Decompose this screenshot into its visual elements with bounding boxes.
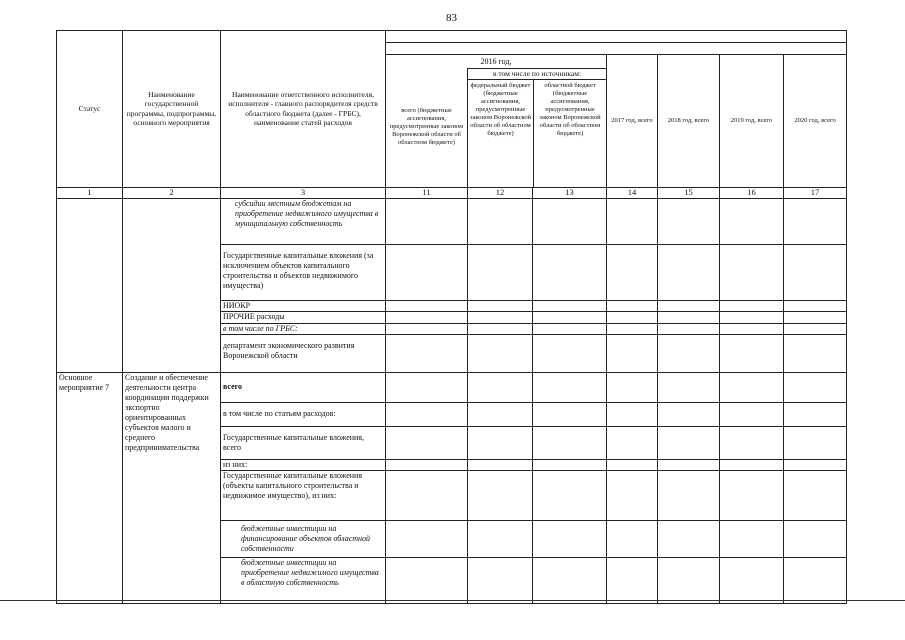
colnum-12: 12 [468,187,533,198]
colnum-15: 15 [658,187,720,198]
cell-status-activity-7: Основное мероприятие 7 [57,372,123,603]
header-empty-second [386,43,847,55]
row-invest-regional-objects: бюджетные инвестиции на финансирование объектов областной собственности [221,520,386,557]
header-total-2016: всего (бюджетные ассигнования, предусмотренные законом Воронежской области об областном бюджете) [386,68,468,188]
header-2019: 2019 год, всего [720,55,784,188]
cell-program-empty [123,198,221,372]
header-status: Статус [57,31,123,188]
budget-table [56,30,847,604]
cell-status-empty [57,198,123,372]
row-capital-investments-excl: Государственные капитальные вложения (за исключением объектов капитального строительства и объектов недвижимого имущества) [221,244,386,300]
header-2017: 2017 год, всего [607,55,658,188]
header-incl-sources: в том числе по источникам: [468,68,606,80]
colnum-13: 13 [533,187,607,198]
bottom-rule [0,600,905,601]
colnum-17: 17 [784,187,847,198]
header-federal: федеральный бюджет (бюджетные ассигнования, предусмотренные законом Воронежской области об областном бюджете) [468,80,534,187]
header-2020: 2020 год, всего [784,55,847,188]
header-program: Наименование государственной программы, подпрограммы, основного мероприятия [123,31,221,188]
row-invest-real-estate: бюджетные инвестиции на приобретение недвижимого имущества в областную собственность [221,557,386,603]
row-econ-dept: департамент экономического развития Воронежской области [221,334,386,372]
colnum-1: 1 [57,187,123,198]
row-municipal-subsidies: субсидии местным бюджетам на приобретение недвижимого имущества в муниципальную собственность [221,198,386,244]
row-other-expenses: ПРОЧИЕ расходы [221,311,386,323]
row-niokr: НИОКР [221,300,386,311]
colnum-2: 2 [123,187,221,198]
page-number: 83 [446,12,457,24]
table-row [57,372,847,402]
header-2018: 2018 год, всего [658,55,720,188]
colnum-3: 3 [221,187,386,198]
header-regional: областной бюджет (бюджетные ассигнования, предусмотренные законом Воронежской области об областном бюджете) [539,81,601,137]
cell-program-activity-7: Создание и обеспечение деятельности центра координации поддержки экспортно ориентированных субъектов малого и среднего предпринимательства [123,372,221,603]
header-executor: Наименование ответственного исполнителя, исполнителя - главного распорядителя средств областного бюджета (далее - ГРБС), наименование статей расходов [221,31,386,188]
row-total: всего [221,372,386,402]
header-sources-group [468,68,607,188]
colnum-11: 11 [386,187,468,198]
header-empty-top [386,31,847,43]
row-of-which: из них: [221,459,386,470]
colnum-14: 14 [607,187,658,198]
colnum-16: 16 [720,187,784,198]
table-row [57,198,847,244]
header-year-2016 [386,55,607,68]
budget-table-sheet [56,30,846,608]
row-capital-total: Государственные капитальные вложения, всего [221,426,386,459]
header-year-2016-label: 2016 год, [480,56,512,66]
row-incl-grbs: в том числе по ГРБС: [221,323,386,334]
row-capital-objects: Государственные капитальные вложения (объекты капитального строительства и недвижимое имущество), из них: [221,470,386,520]
row-by-expense-items: в том числе по статьям расходов: [221,402,386,426]
